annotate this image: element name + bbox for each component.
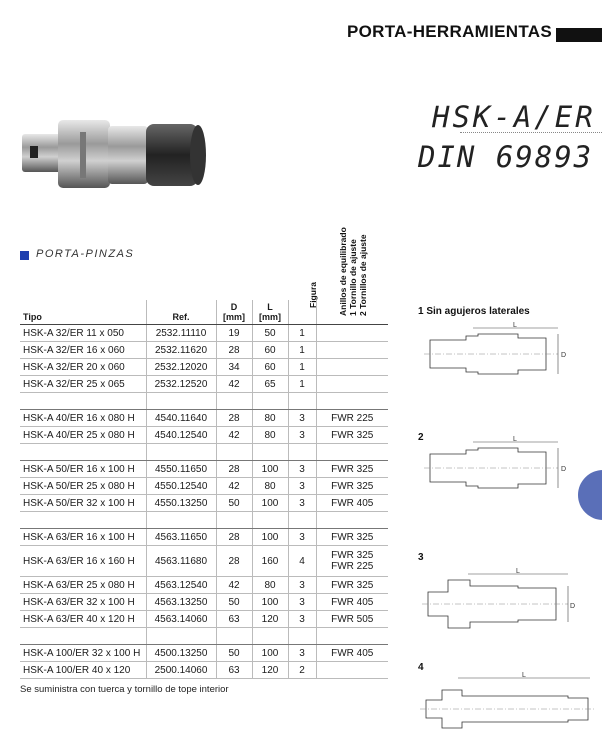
side-tab (578, 470, 602, 520)
cell-rings (316, 376, 388, 393)
cell-rings (316, 359, 388, 376)
cell-figura: 1 (288, 359, 316, 376)
cell-figura: 3 (288, 410, 316, 427)
cell-figura: 3 (288, 427, 316, 444)
cell-figura: 2 (288, 662, 316, 679)
table-row (20, 645, 388, 662)
cell-tipo: HSK-A 63/ER 25 x 080 H (20, 577, 146, 594)
cell-d: 63 (216, 611, 252, 628)
cell-figura: 3 (288, 478, 316, 495)
figure-1-dim-d: D (561, 352, 567, 359)
cell-l: 60 (252, 342, 288, 359)
cell-d: 19 (216, 325, 252, 342)
cell-l: 80 (252, 410, 288, 427)
table-row (20, 478, 388, 495)
cell-figura: 3 (288, 529, 316, 546)
cell-rings: FWR 405 (316, 645, 388, 662)
cell-d: 28 (216, 546, 252, 577)
cell-tipo: HSK-A 63/ER 32 x 100 H (20, 594, 146, 611)
figure-2-label: 2 (418, 432, 424, 443)
cell-ref: 4540.12540 (146, 427, 216, 444)
products-table (20, 300, 388, 679)
cell-rings: FWR 225 (316, 410, 388, 427)
cell-rings: FWR 325 (316, 427, 388, 444)
figure-3-dim-l: L (516, 568, 520, 575)
series-title: HSK-A/ER (432, 100, 596, 134)
cell-ref: 2532.11620 (146, 342, 216, 359)
cell-l: 100 (252, 461, 288, 478)
figure-2-dim-d: D (561, 466, 567, 473)
cell-d: 50 (216, 594, 252, 611)
header-bar (556, 28, 602, 42)
cell-figura: 1 (288, 325, 316, 342)
cell-ref: 4550.11650 (146, 461, 216, 478)
cell-ref: 2532.11110 (146, 325, 216, 342)
figure-3-dim-d: D (570, 603, 576, 610)
cell-l: 100 (252, 529, 288, 546)
cell-tipo: HSK-A 63/ER 40 x 120 H (20, 611, 146, 628)
cell-l: 100 (252, 645, 288, 662)
figure-4-dim-l: L (522, 672, 526, 679)
cell-ref: 4563.12540 (146, 577, 216, 594)
cell-d: 28 (216, 529, 252, 546)
standard-title: DIN 69893 (418, 140, 594, 174)
cell-tipo: HSK-A 100/ER 40 x 120 (20, 662, 146, 679)
table-row (20, 662, 388, 679)
cell-ref: 4563.11680 (146, 546, 216, 577)
cell-l: 100 (252, 495, 288, 512)
group-separator (20, 512, 388, 529)
cell-rings: FWR 325 (316, 577, 388, 594)
cell-tipo: HSK-A 50/ER 32 x 100 H (20, 495, 146, 512)
cell-rings: FWR 325 (316, 529, 388, 546)
figure-2-dim-l: L (513, 436, 517, 443)
cell-l: 120 (252, 662, 288, 679)
cell-tipo: HSK-A 50/ER 25 x 080 H (20, 478, 146, 495)
col-figura (288, 300, 316, 325)
cell-tipo: HSK-A 100/ER 32 x 100 H (20, 645, 146, 662)
cell-d: 50 (216, 645, 252, 662)
cell-d: 28 (216, 410, 252, 427)
section-title: PORTA-PINZAS (36, 248, 135, 260)
cell-figura: 3 (288, 461, 316, 478)
cell-figura: 3 (288, 577, 316, 594)
header-balance-rings: Anillos de equilibrado (338, 227, 348, 316)
table-row (20, 611, 388, 628)
cell-rings: FWR 505 (316, 611, 388, 628)
table-row (20, 325, 388, 342)
cell-d: 42 (216, 427, 252, 444)
cell-tipo: HSK-A 63/ER 16 x 100 H (20, 529, 146, 546)
cell-figura: 3 (288, 594, 316, 611)
figure-1-drawing (418, 322, 568, 382)
cell-d: 28 (216, 342, 252, 359)
cell-figura: 3 (288, 611, 316, 628)
cell-rings: FWR 405 (316, 594, 388, 611)
table-row (20, 410, 388, 427)
group-separator (20, 444, 388, 461)
col-ref: Ref. (146, 300, 216, 325)
col-rings (316, 300, 388, 325)
cell-ref: 4563.11650 (146, 529, 216, 546)
cell-figura: 1 (288, 342, 316, 359)
cell-tipo: HSK-A 32/ER 25 x 065 (20, 376, 146, 393)
figure-3-drawing (418, 568, 578, 638)
cell-d: 42 (216, 577, 252, 594)
table-row (20, 342, 388, 359)
table-row (20, 376, 388, 393)
cell-l: 60 (252, 359, 288, 376)
table-row (20, 577, 388, 594)
table-row (20, 594, 388, 611)
cell-ref: 4563.13250 (146, 594, 216, 611)
table-row (20, 359, 388, 376)
cell-l: 120 (252, 611, 288, 628)
table-row (20, 495, 388, 512)
cell-rings: FWR 325 (316, 478, 388, 495)
cell-ref: 4563.14060 (146, 611, 216, 628)
cell-tipo: HSK-A 63/ER 16 x 160 H (20, 546, 146, 577)
table-row (20, 546, 388, 577)
figure-4-label: 4 (418, 662, 424, 673)
cell-tipo: HSK-A 40/ER 16 x 080 H (20, 410, 146, 427)
table-row (20, 461, 388, 478)
figure-1-label: 1 Sin agujeros laterales (418, 306, 530, 317)
cell-rings: FWR 325 (316, 461, 388, 478)
group-separator (20, 628, 388, 645)
group-separator (20, 393, 388, 410)
col-tipo: Tipo (20, 300, 146, 325)
cell-l: 160 (252, 546, 288, 577)
table-row (20, 529, 388, 546)
cell-rings: FWR 325 FWR 225 (316, 546, 388, 577)
figure-4-drawing (418, 668, 598, 743)
figure-3-label: 3 (418, 552, 424, 563)
header-two-screws: 2 Tornillos de ajuste (358, 234, 368, 316)
cell-l: 50 (252, 325, 288, 342)
cell-l: 65 (252, 376, 288, 393)
cell-d: 34 (216, 359, 252, 376)
cell-rings (316, 662, 388, 679)
cell-ref: 4550.12540 (146, 478, 216, 495)
cell-ref: 4550.13250 (146, 495, 216, 512)
cell-rings: FWR 405 (316, 495, 388, 512)
cell-tipo: HSK-A 32/ER 11 x 050 (20, 325, 146, 342)
cell-figura: 3 (288, 645, 316, 662)
header-figura: Figura (308, 282, 318, 308)
table-row (20, 427, 388, 444)
cell-l: 80 (252, 478, 288, 495)
col-l: L [mm] (252, 300, 288, 325)
table-body (20, 325, 388, 679)
cell-rings (316, 342, 388, 359)
cell-tipo: HSK-A 40/ER 25 x 080 H (20, 427, 146, 444)
cell-d: 50 (216, 495, 252, 512)
cell-ref: 4540.11640 (146, 410, 216, 427)
cell-ref: 2500.14060 (146, 662, 216, 679)
cell-ref: 2532.12520 (146, 376, 216, 393)
cell-ref: 2532.12020 (146, 359, 216, 376)
cell-d: 42 (216, 478, 252, 495)
cell-l: 100 (252, 594, 288, 611)
cell-l: 80 (252, 577, 288, 594)
cell-d: 28 (216, 461, 252, 478)
cell-tipo: HSK-A 50/ER 16 x 100 H (20, 461, 146, 478)
figure-2-drawing (418, 436, 568, 496)
cell-figura: 3 (288, 495, 316, 512)
cell-rings (316, 325, 388, 342)
cell-tipo: HSK-A 32/ER 20 x 060 (20, 359, 146, 376)
dotted-divider (460, 132, 602, 133)
cell-figura: 1 (288, 376, 316, 393)
cell-figura: 4 (288, 546, 316, 577)
footnote: Se suministra con tuerca y tornillo de tope interior (20, 684, 229, 695)
col-d: D [mm] (216, 300, 252, 325)
cell-d: 42 (216, 376, 252, 393)
page-title: PORTA-HERRAMIENTAS (347, 22, 552, 41)
toolholder-photo (18, 112, 208, 202)
cell-l: 80 (252, 427, 288, 444)
header-one-screw: 1 Tornillo de ajuste (348, 239, 358, 316)
figure-1-dim-l: L (513, 322, 517, 329)
section-marker (20, 251, 29, 260)
cell-d: 63 (216, 662, 252, 679)
table-header-row (20, 300, 388, 325)
cell-tipo: HSK-A 32/ER 16 x 060 (20, 342, 146, 359)
cell-ref: 4500.13250 (146, 645, 216, 662)
